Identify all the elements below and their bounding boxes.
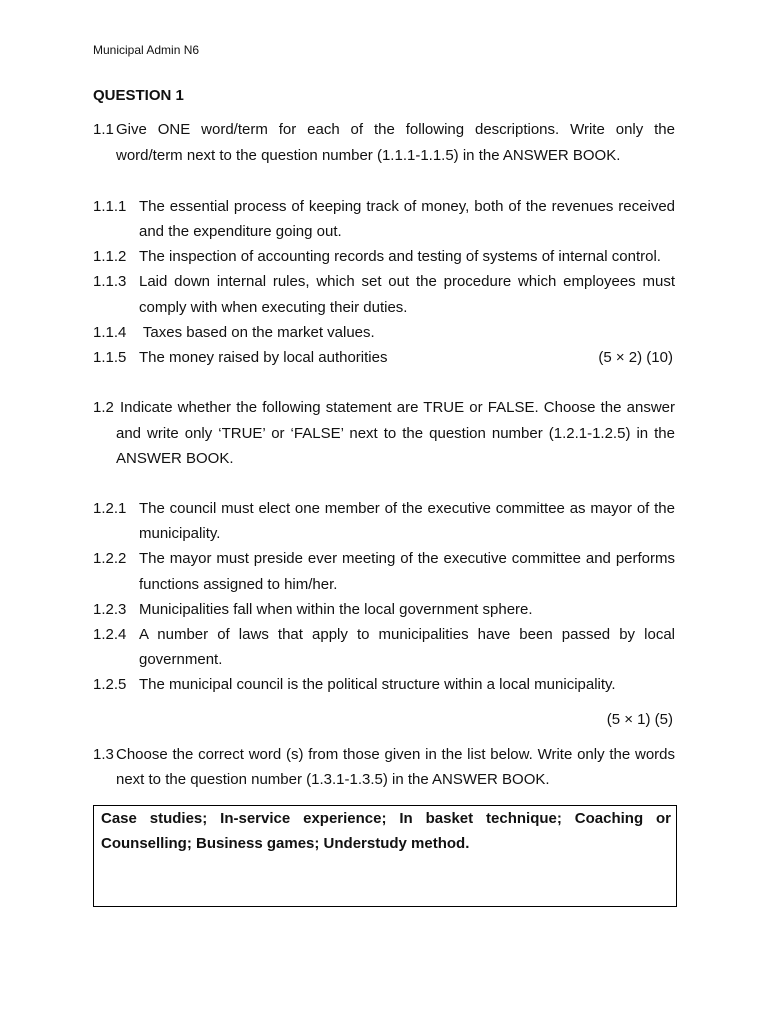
- item-text: municipality.: [139, 525, 221, 542]
- item-text: Laid down internal rules, which set out the procedure which employees must: [139, 273, 675, 290]
- section-number: 1.2: [93, 399, 114, 416]
- word-list-line: Case studies; In-service experience; In basket technique; Coaching or: [101, 810, 671, 827]
- section-instruction-line: next to the question number (1.3.1-1.3.5) in the ANSWER BOOK.: [116, 771, 550, 788]
- item-number: 1.1.4: [93, 324, 127, 341]
- item-text: Municipalities fall when within the local government sphere.: [139, 601, 533, 618]
- item-text: Taxes based on the market values.: [139, 324, 375, 341]
- item-text: The mayor must preside ever meeting of the executive committee and performs: [139, 550, 675, 567]
- item-number: 1.2.3: [93, 601, 127, 618]
- item-text: The money raised by local authorities: [139, 349, 388, 366]
- item-text: comply with when executing their duties.: [139, 299, 408, 316]
- item-text: The municipal council is the political structure within a local municipality.: [139, 676, 616, 693]
- item-text: The essential process of keeping track of money, both of the revenues received: [139, 198, 675, 215]
- running-header: Municipal Admin N6: [93, 43, 200, 57]
- question-title: QUESTION 1: [93, 87, 184, 104]
- section-instruction-line: Give ONE word/term for each of the following descriptions. Write only the: [116, 121, 675, 138]
- item-text: The inspection of accounting records and testing of systems of internal control.: [139, 248, 661, 265]
- marks-allocation: (5 × 2) (10): [598, 349, 673, 366]
- section-instruction-line: Choose the correct word (s) from those given in the list below. Write only the words: [116, 746, 675, 763]
- section-instruction-line: and write only ‘TRUE’ or ‘FALSE’ next to the question number (1.2.1-1.2.5) in the: [116, 425, 675, 442]
- item-number: 1.1.2: [93, 248, 127, 265]
- section-instruction-line: word/term next to the question number (1.1.1-1.1.5) in the ANSWER BOOK.: [116, 147, 621, 164]
- item-number: 1.2.5: [93, 676, 127, 693]
- word-list-line: Counselling; Business games; Understudy method.: [101, 835, 470, 852]
- item-text: functions assigned to him/her.: [139, 576, 338, 593]
- section-instruction-line: Indicate whether the following statement are TRUE or FALSE. Choose the answer: [120, 399, 675, 416]
- word-list-box: [93, 805, 677, 907]
- word-list-text: [101, 806, 671, 856]
- item-text: The council must elect one member of the executive committee as mayor of the: [139, 500, 675, 517]
- item-number: 1.1.5: [93, 349, 127, 366]
- marks-allocation: (5 × 1) (5): [606, 711, 673, 728]
- item-text: A number of laws that apply to municipalities have been passed by local: [139, 626, 675, 643]
- section-instruction-line: ANSWER BOOK.: [116, 450, 234, 467]
- item-number: 1.2.4: [93, 626, 127, 643]
- item-text: and the expenditure going out.: [139, 223, 342, 240]
- item-text: government.: [139, 651, 223, 668]
- section-number: 1.1: [93, 121, 114, 138]
- section-number: 1.3: [93, 746, 114, 763]
- item-number: 1.1.3: [93, 273, 127, 290]
- item-number: 1.2.1: [93, 500, 127, 517]
- item-number: 1.2.2: [93, 550, 127, 567]
- item-number: 1.1.1: [93, 198, 127, 215]
